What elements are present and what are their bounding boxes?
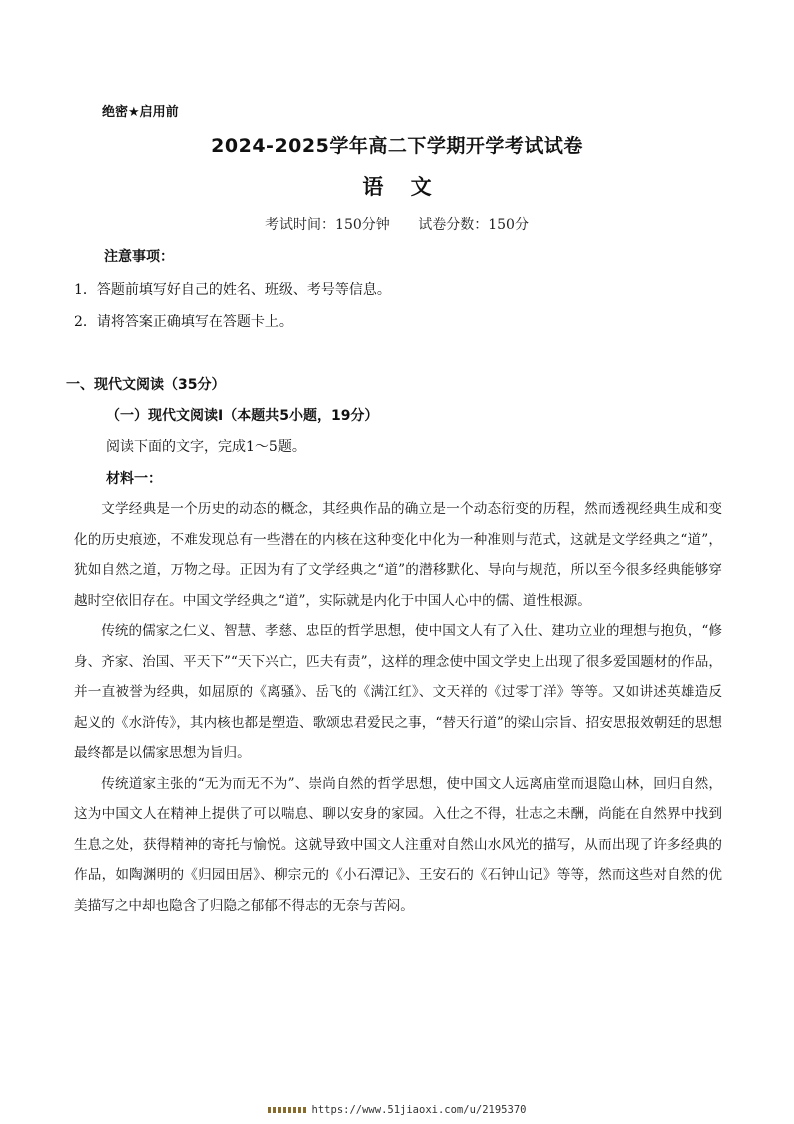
reading-passage [74, 494, 722, 921]
section-heading: 一、现代文阅读（35分） [66, 377, 226, 393]
notice-heading: 注意事项： [104, 249, 174, 265]
reading-instruction: 阅读下面的文字，完成1～5题。 [106, 439, 306, 455]
site-logo-icon [268, 1107, 306, 1113]
subject-title: 语 文 [362, 175, 432, 199]
passage-paragraph: 传统道家主张的“无为而无不为”、崇尚自然的哲学思想，使中国文人远离庙堂而退隐山林，回归自然，这为中国文人在精神上提供了可以喘息、聊以安身的家园。入仕之不得，壮志之未酬，尚能在自然界中找到生息之处，获得精神的寄托与愉悦。这就导致中国文人注重对自然山水风光的描写，从而出现了许多经典的作品，如陶渊明的《归园田居》、柳宗元的《小石潭记》、王安石的《石钟山记》等等，然而这些对自然的优美描写之中却也隐含了归隐之郁郁不得志的无奈与苦闷。 [74, 775, 722, 914]
subsection-heading: （一）现代文阅读Ⅰ（本题共5小题，19分） [106, 408, 379, 424]
passage-paragraph: 文学经典是一个历史的动态的概念，其经典作品的确立是一个动态衍变的历程，然而透视经典生成和变化的历史痕迹，不难发现总有一些潜在的内核在这种变化中化为一种准则与范式，这就是文学经典之“道”，犹如自然之道，万物之母。正因为有了文学经典之“道”的潜移默化、导向与规范，所以至今很多经典能够穿越时空依旧存在。中国文学经典之“道”，实际就是内化于中国人心中的儒、道性根源。 [74, 501, 722, 609]
confidential-mark: 绝密★启用前 [102, 105, 179, 120]
passage-paragraph: 传统的儒家之仁义、智慧、孝慈、忠臣的哲学思想，使中国文人有了入仕、建功立业的理想与抱负，“修身、齐家、治国、平天下”“天下兴亡，匹夫有责”，这样的理念使中国文学史上出现了很多爱国题材的作品，并一直被誉为经典，如屈原的《离骚》、岳飞的《满江红》、文天祥的《过零丁洋》等等。又如讲述英雄造反起义的《水浒传》，其内核也都是塑造、歌颂忠君爱民之事，“替天行道”的梁山宗旨、招安思报效朝廷的思想最终都是以儒家思想为旨归。 [74, 623, 722, 761]
notice-item: 2．请将答案正确填写在答题卡上。 [74, 314, 293, 330]
exam-meta [0, 214, 794, 234]
material-label: 材料一： [106, 471, 162, 487]
notice-item: 1．答题前填写好自己的姓名、班级、考号等信息。 [74, 282, 391, 298]
exam-time: 考试时间：150分钟 [265, 217, 390, 233]
exam-score: 试卷分数：150分 [418, 217, 529, 233]
footer-url[interactable]: https://www.51jiaoxi.com/u/2195370 [311, 1104, 527, 1116]
footer-watermark [0, 1104, 794, 1116]
exam-title: 2024-2025学年高二下学期开学考试试卷 [211, 135, 583, 157]
